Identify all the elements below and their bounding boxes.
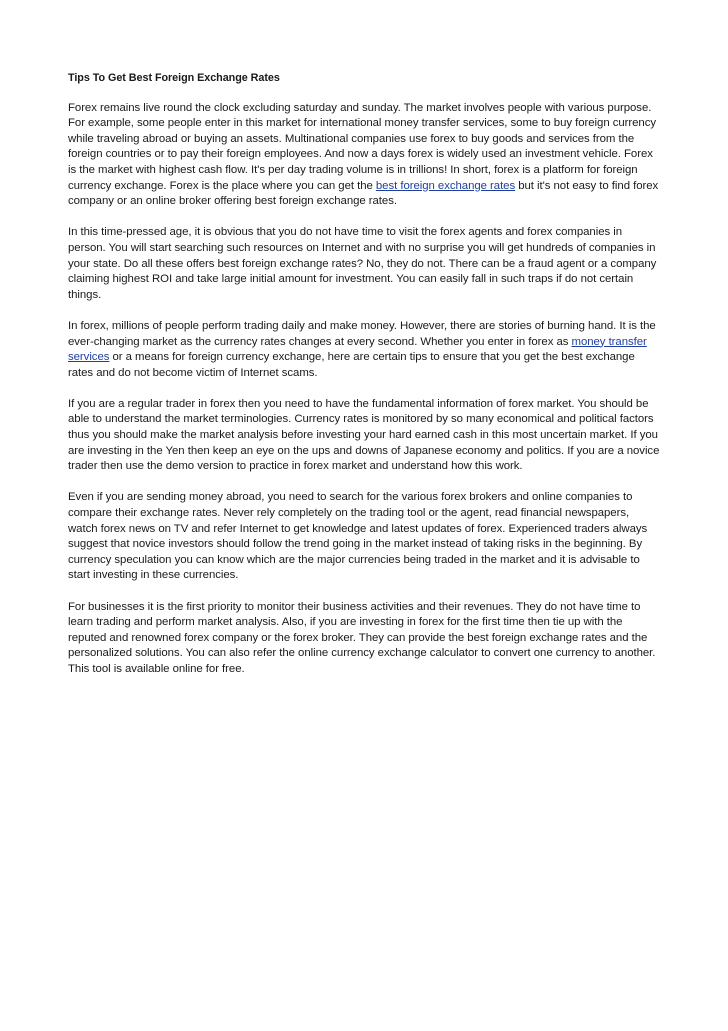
paragraph-intro-text: Forex remains live round the clock excluding saturday and sunday. The market involves people with various purpose. For example, some people enter in this market for international money transfer services, some to buy foreign currency while traveling abroad or buying an assets. Multinational companies use forex to buy goods and services from the foreign countries or to pay their foreign employees. And now a days forex is widely used an investment vehicle. Forex is the market with highest cash flow. It's per day trading volume is in trillions! In short, forex is a platform for foreign currency exchange. Forex is the place where you can get the xyxy=(68,101,656,192)
paragraph-regular-trader: If you are a regular trader in forex then you need to have the fundamental information of forex market. You should be able to understand the market terminologies. Currency rates is monitored by so many economical and political factors thus you should make the market analysis before investing your hard earned cash in this most uncertain market. If you are investing in the Yen then keep an eye on the ups and downs of Japanese economy and politics. If you are a novice trader then use the demo version to practice in forex market and understand how this work. xyxy=(68,397,660,473)
paragraph-millions xyxy=(68,319,660,381)
paragraph-time-pressed: In this time-pressed age, it is obvious that you do not have time to visit the forex agents and forex companies in person. You will start searching such resources on Internet and with no surprise you will get hundreds of companies in your state. Do all these offers best foreign exchange rates? No, they do not. There can be a fraud agent or a company claiming highest ROI and take large initial amount for investment. You can easily fall in such traps if do not certain things. xyxy=(68,226,657,301)
document-title: Tips To Get Best Foreign Exchange Rates xyxy=(68,72,280,84)
paragraph-millions-text: In forex, millions of people perform trading daily and make money. However, there are stories of burning hand. It is the ever-changing market as the currency rates changes at every second. Whether you enter in forex as xyxy=(68,319,656,348)
paragraph-intro-tail: but it's not easy to find forex company or an online broker offering best foreign exchange rates. xyxy=(68,179,659,208)
paragraph-sending-money: Even if you are sending money abroad, you need to search for the various forex brokers and online companies to compare their exchange rates. Never rely completely on the trading tool or the agent, read financial newspapers, watch forex news on TV and refer Internet to get knowledge and latest updates of forex. Experienced traders always suggest that novice investors should follow the trend going in the market instead of taking risks in the beginning. By currency speculation you can know which are the major currencies being traded in the market and it is advisable to start investing in these currencies. xyxy=(68,491,648,582)
best-foreign-exchange-rates-link[interactable]: best foreign exchange rates xyxy=(375,179,516,192)
money-transfer-services-link[interactable]: money transfer services xyxy=(68,335,647,364)
document-page xyxy=(68,71,660,693)
paragraph-businesses: For businesses it is the first priority to monitor their business activities and their revenues. They do not have time to learn trading and perform market analysis. Also, if you are investing in forex for the first time then tie up with the reputed and renowned forex company or the forex broker. They can provide the best foreign exchange rates and the personalized solutions. You can also refer the online currency exchange calculator to convert one currency to another. This tool is available online for free. xyxy=(68,600,656,675)
paragraph-millions-tail: or a means for foreign currency exchange, here are certain tips to ensure that you get the best exchange rates and do not become victim of Internet scams. xyxy=(68,351,635,379)
paragraph-intro xyxy=(68,101,660,210)
